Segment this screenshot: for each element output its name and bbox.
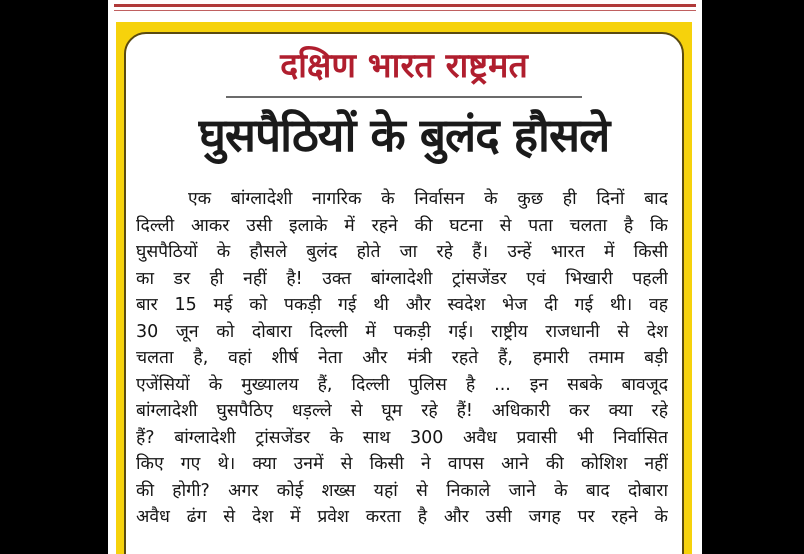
article-line: हैं? बांग्लादेशी ट्रांसजेंडर के साथ 300 अवैध प्रवासी भी निर्वासित — [136, 427, 668, 448]
top-border-rule — [114, 4, 696, 7]
article-line: एजेंसियों के मुख्यालय हैं, दिल्ली पुलिस है ... इन सबके बावजूद — [136, 374, 668, 395]
article-line: चलता है, वहां शीर्ष नेता और मंत्री रहते हैं, हमारी तमाम बड़ी — [136, 348, 668, 368]
article-line: एक बांग्लादेशी नागरिक के निर्वासन के कुछ ही दिनों बाद — [188, 189, 668, 209]
article-line: 30 जून को दोबारा दिल्ली में पकड़ी गई। राष्ट्रीय राजधानी से देश — [136, 321, 668, 342]
newspaper-page — [108, 0, 702, 554]
article-line: बांग्लादेशी घुसपैठिए धड़ल्ले से घूम रहे हैं! अधिकारी कर क्या रहे — [136, 401, 668, 421]
masthead-divider — [226, 96, 582, 98]
article-line: किए गए थे। क्या उनमें से किसी ने वापस आने की कोशिश नहीं — [136, 454, 668, 474]
editorial-clipping — [116, 22, 692, 554]
article-line: अवैध ढंग से देश में प्रवेश करता है और उसी जगह पर रहने के — [136, 507, 668, 527]
newspaper-masthead: दक्षिण भारत राष्ट्रमत — [280, 46, 528, 86]
editorial-box — [124, 32, 684, 554]
article-line: बार 15 मई को पकड़ी गई थी और स्वदेश भेज दी गई थी। वह — [136, 295, 668, 315]
article-body — [136, 186, 668, 531]
article-line: दिल्ली आकर उसी इलाके में रहने की घटना से पता चलता है कि — [136, 215, 668, 236]
article-line: घुसपैठियों के हौसले बुलंद होते जा रहे हैं। उन्हें भारत में किसी — [136, 242, 668, 262]
article-line: की होगी? अगर कोई शख्स यहां से निकाले जाने के बाद दोबारा — [136, 480, 668, 501]
article-headline: घुसपैठियों के बुलंद हौसले — [198, 108, 610, 162]
article-line: का डर ही नहीं है! उक्त बांग्लादेशी ट्रांसजेंडर एवं भिखारी पहली — [136, 268, 668, 289]
top-border-thin-rule — [114, 10, 696, 11]
